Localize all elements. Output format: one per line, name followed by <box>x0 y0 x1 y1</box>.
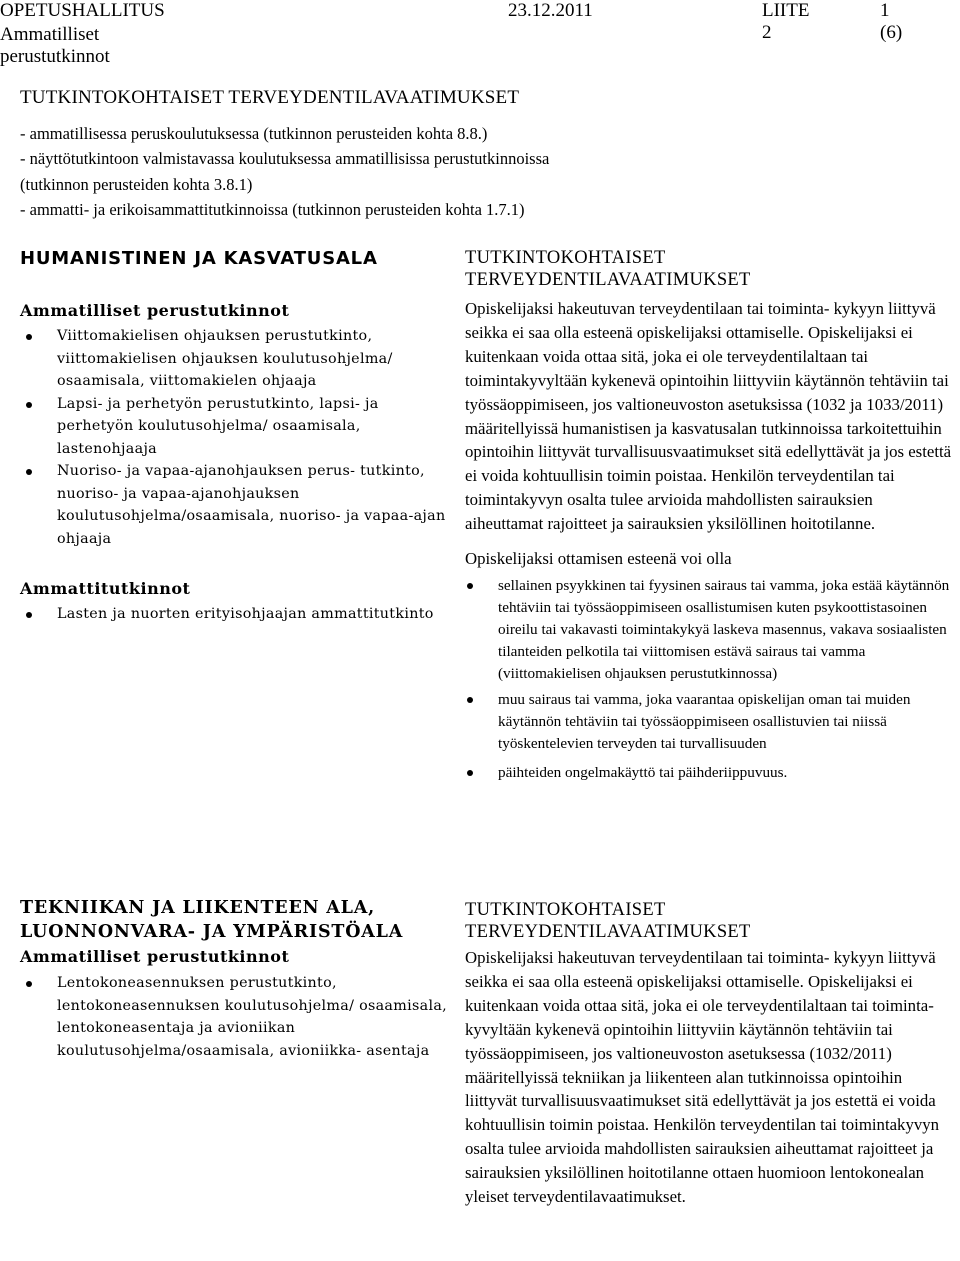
bullet-icon <box>26 981 32 987</box>
degree-list <box>20 603 450 626</box>
requirements-paragraph-1: Opiskelijaksi hakeutuvan terveydentilaan tai toiminta- kykyyn liittyvä seikka ei saa olla esteenä opiskelijaksi ottamiselle. Opiskelijaksi ei kuitenkaan voida ottaa sitä, joka ei ole terveydentilaltaan tai toimintakyvyltään kykenevä opintoihin liittyviin käytännön tehtäviin tai työssäoppimiseen, jos valtioneuvoston asetuksissa (1032 ja 1033/2011) määritellyissä humanistisen ja kasvatusalan tutkinnoissa tarkoitettuihin opintoihin liittyvät turvallisuusvaatimukset sitä edellyttävät ja jos estettä ei voida kohtuullisin toimin poistaa. Henkilön terveydentilan tai toimintakyvyn osalta tulee arvioida mahdollisten sairauksien aiheuttamat rajoitteet ja sairauksien yksilöllinen hoitotilanne. <box>465 299 952 534</box>
requirements-block-2 <box>465 899 955 1209</box>
org-name: OPETUSHALLITUS <box>0 0 165 21</box>
section-title-humanistinen: HUMANISTINEN JA KASVATUSALA <box>20 248 378 269</box>
bullet-icon <box>26 612 32 618</box>
list-item: Lapsi- ja perhetyön perustutkinto, lapsi- ja perhetyön koulutusohjelma/ osaamisala, lastenohjaaja <box>20 393 450 461</box>
list-item: Viittomakielisen ohjauksen perustutkinto, viittomakielisen ohjauksen koulutusohjelma/ osaamisala, viittomakielen ohjaaja <box>20 325 450 393</box>
right-column <box>465 244 955 1207</box>
requirements-heading-2a: TUTKINTOKOHTAISET <box>465 900 666 920</box>
requirements-paragraph-2: Opiskelijaksi hakeutuvan terveydentilaan tai toiminta- kykyyn liittyvä seikka ei saa olla esteenä opiskelijaksi ottamiselle. Opiskelijaksi ei kuitenkaan voida ottaa sitä, joka ei ole terveydentilaltaan tai toiminta-kyvyltään kykenevä opintoihin liittyviin käytännön tehtäviin tai työssäoppimiseen, jos valtioneuvoston asetuksessa (1032/2011) määritellyissä tekniikan ja liikenteen alan tutkinnoissa opintoihin liittyvät turvallisuusvaatimukset sitä edellyttävät ja jos estettä ei voida kohtuullisin toimin poistaa. Henkilön terveydentilan tai toimintakyvyn osalta tulee arvioida mahdollisten sairauksien aiheuttamat rajoitteet ja sairauksien yksilöllinen hoitotilanne ottaen huomioon lentokonealan yleiset terveydentilavaatimukset. <box>465 948 940 1207</box>
bullet-icon <box>467 697 473 703</box>
degree-list <box>20 325 450 550</box>
document-title: TUTKINTOKOHTAISET TERVEYDENTILAVAATIMUKSET <box>20 87 520 108</box>
bullet-icon <box>467 770 473 776</box>
bullet-icon <box>26 469 32 475</box>
list-item: sellainen psyykkinen tai fyysinen sairaus tai vamma, joka estää käytännön tehtäviin tai työssäoppimiseen osallistumisen kuten psykoottistasoinen oireilu tai vakavasti toimintakykyä laskeva masennus, vakava sosiaalisten tilanteiden pelkotila tai viittomisen estävä sairaus tai vamma (viittomakielisen ohjauksen perustutkinnossa) <box>465 575 955 685</box>
appendix-label: LIITE 2 <box>762 0 810 43</box>
sub-org-name: Ammatilliset perustutkinnot <box>0 24 110 67</box>
list-item: Lentokoneasennuksen perustutkinto, lentokoneasennuksen koulutusohjelma/ osaamisala, lentokoneasentaja ja avioniikan koulutusohjelma/osaamisala, avioniikka- asentaja <box>20 972 450 1062</box>
section-title-tekniikka-1: TEKNIIKAN JA LIIKENTEEN ALA, <box>20 898 376 918</box>
intro-line-1: - ammatillisessa peruskoulutuksessa (tutkinnon perusteiden kohta 8.8.) <box>20 124 488 143</box>
bullet-icon <box>467 583 473 589</box>
obstacles-intro: Opiskelijaksi ottamisen esteenä voi olla <box>465 549 732 569</box>
subsection-title: Ammattitutkinnot <box>20 579 191 598</box>
bullet-icon <box>26 402 32 408</box>
requirements-heading-2b: TERVEYDENTILAVAATIMUKSET <box>465 922 751 942</box>
left-column <box>20 244 450 1059</box>
subsection-title: Ammatilliset perustutkinnot <box>20 301 290 320</box>
document-date: 23.12.2011 <box>508 0 593 21</box>
list-item: muu sairaus tai vamma, joka vaarantaa opiskelijan oman tai muiden käytännön tehtäviin tai työssäoppimiseen osallistuvien tai niissä työskentelevien terveyden tai turvallisuuden <box>465 689 955 755</box>
subsection-title: Ammatilliset perustutkinnot <box>20 947 290 966</box>
list-item: Nuoriso- ja vapaa-ajanohjauksen perus- tutkinto, nuoriso- ja vapaa-ajanohjauksen koulutusohjelma/osaamisala, nuoriso- ja vapaa-ajan ohjaaja <box>20 460 450 550</box>
intro-line-2: - näyttötutkintoon valmistavassa koulutuksessa ammatillisissa perustutkinnoissa <box>20 149 550 168</box>
intro-line-4: - ammatti- ja erikoisammattitutkinnoissa (tutkinnon perusteiden kohta 1.7.1) <box>20 200 525 219</box>
requirements-heading-1b: TERVEYDENTILAVAATIMUKSET <box>465 270 751 290</box>
degree-list <box>20 972 450 1062</box>
section-title-tekniikka-2: LUONNONVARA- JA YMPÄRISTÖALA <box>20 922 404 942</box>
section-tekniikka <box>20 896 450 1062</box>
list-item: päihteiden ongelmakäyttö tai päihderiippuvuus. <box>465 762 955 784</box>
list-item: Lasten ja nuorten erityisohjaajan ammattitutkinto <box>20 603 450 626</box>
bullet-icon <box>26 334 32 340</box>
obstacles-list <box>465 575 955 784</box>
requirements-heading-1a: TUTKINTOKOHTAISET <box>465 248 666 268</box>
page-number: 1 (6) <box>880 0 903 43</box>
intro-line-3: (tutkinnon perusteiden kohta 3.8.1) <box>20 175 253 194</box>
